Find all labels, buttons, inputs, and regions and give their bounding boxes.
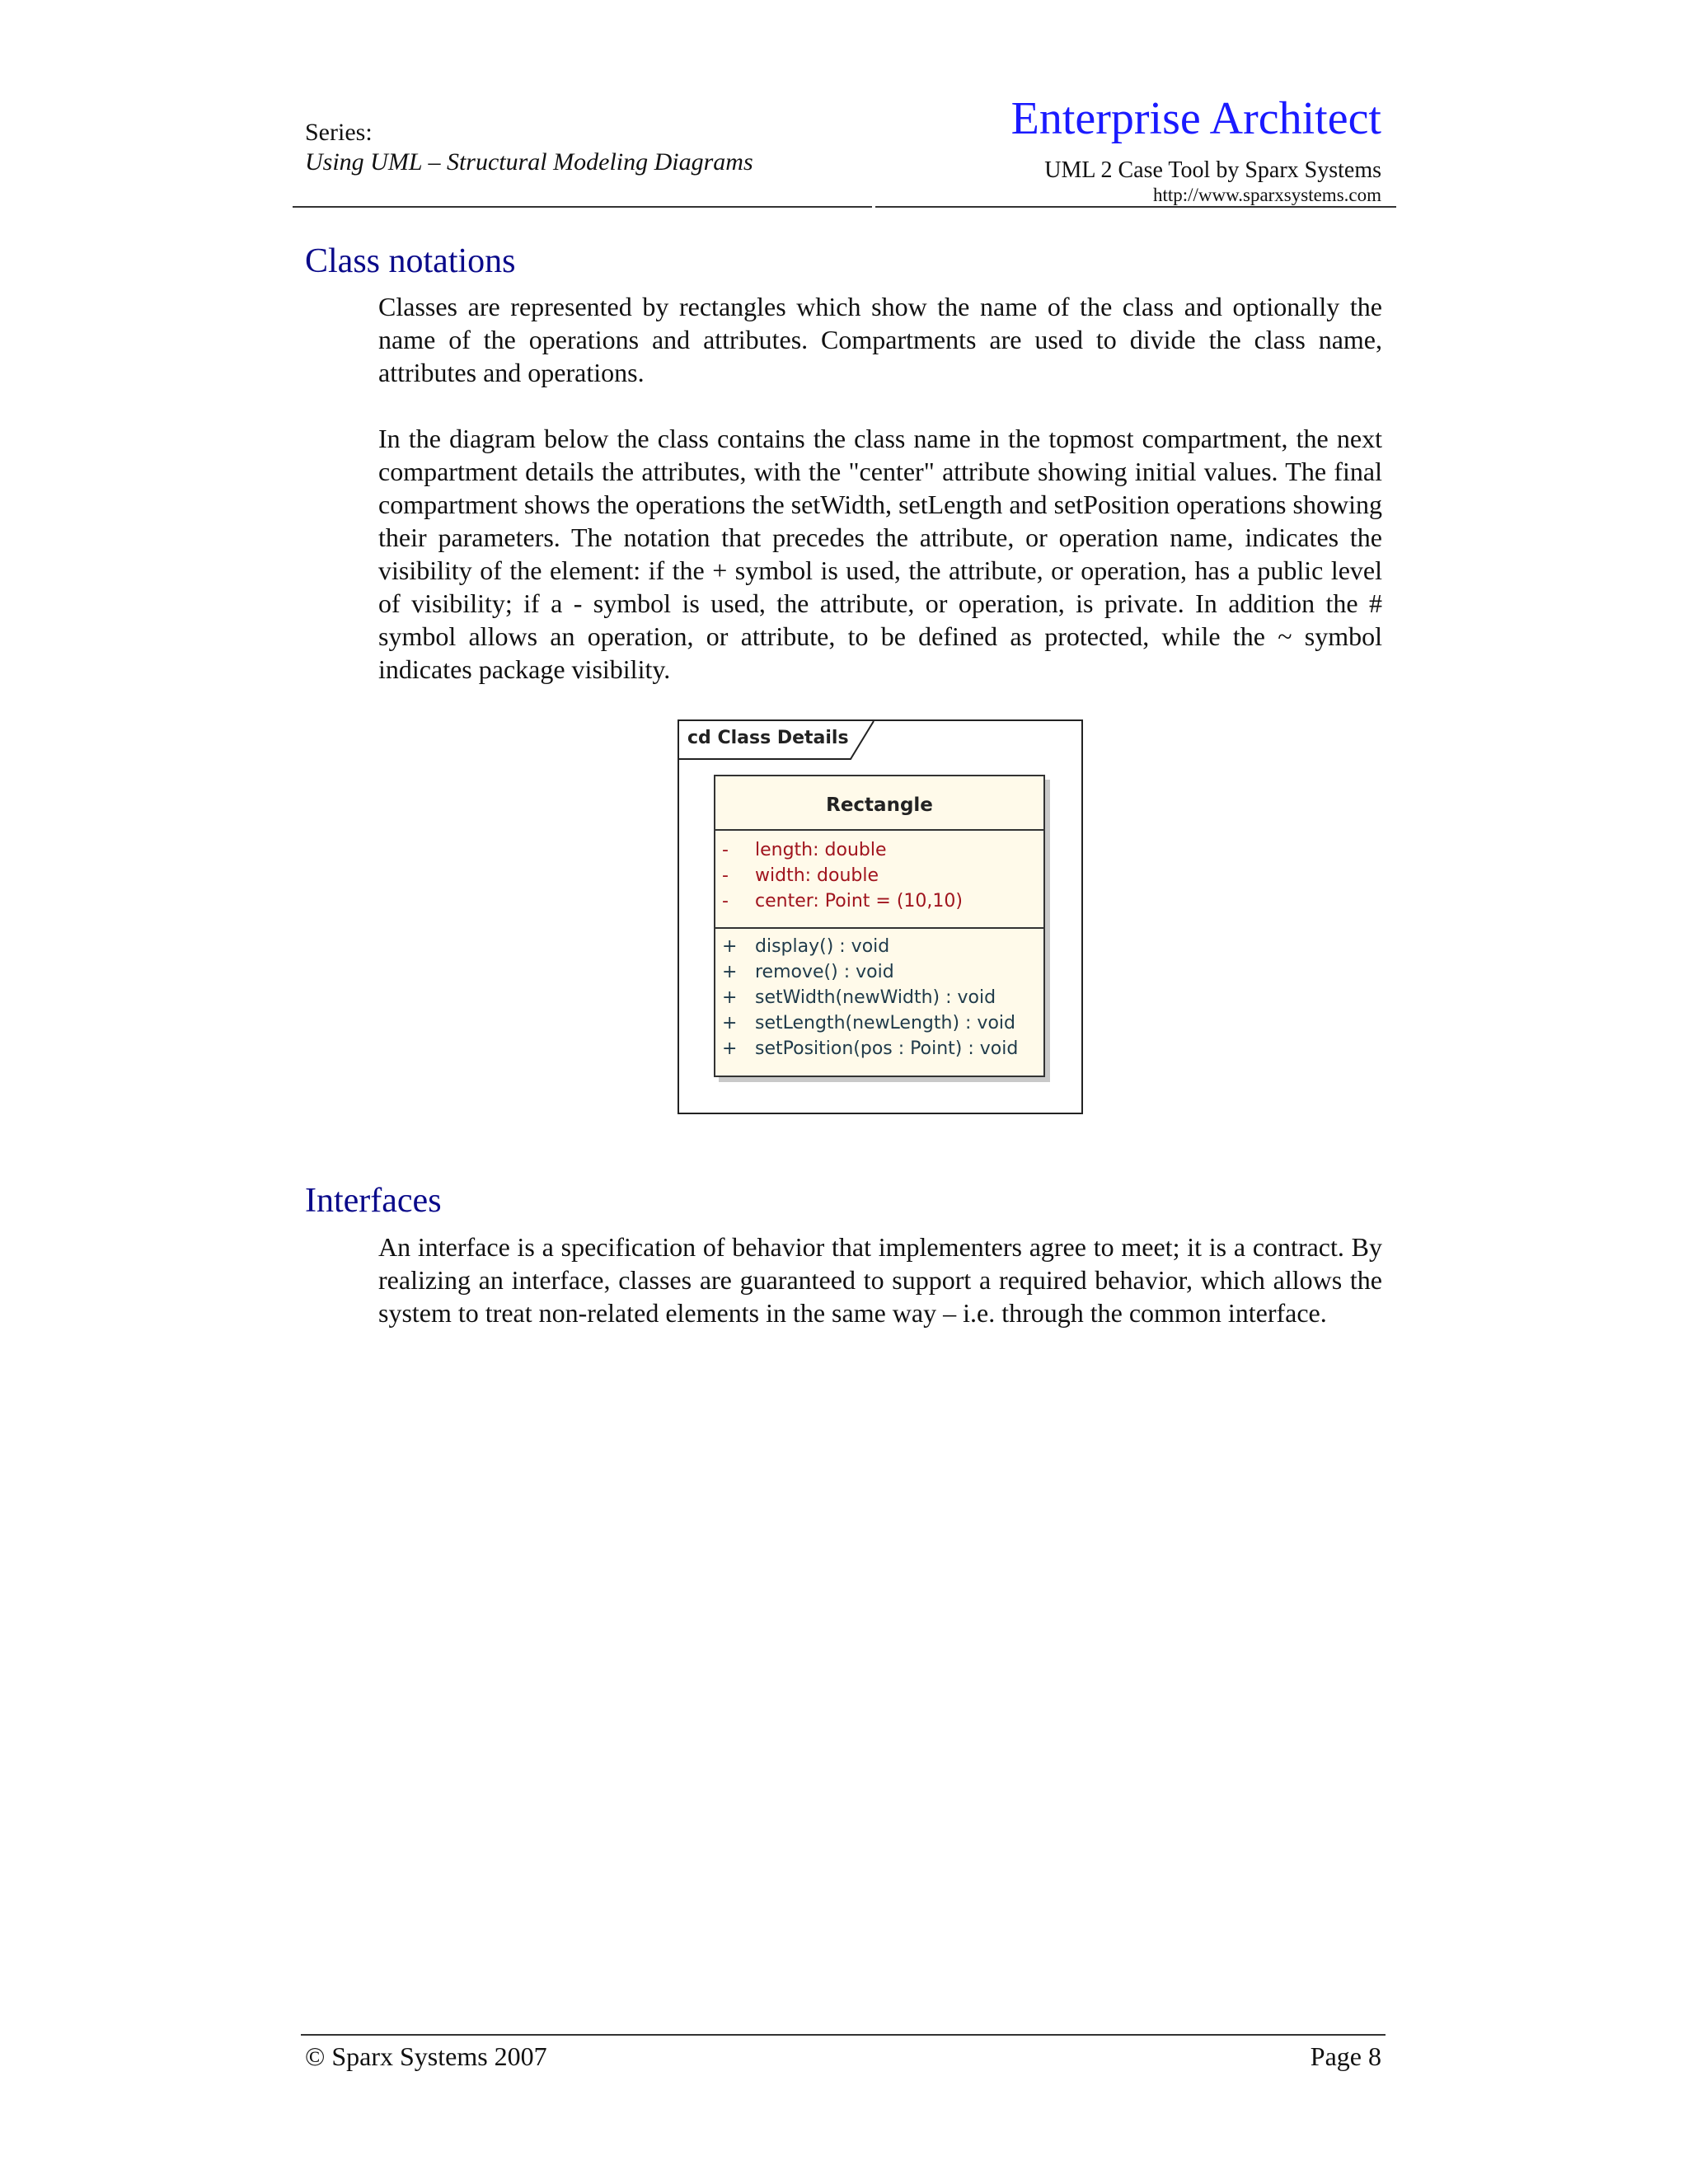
operation-text: display() : void [755, 936, 890, 957]
footer-divider [301, 2034, 1386, 2036]
visibility-symbol: + [722, 987, 738, 1008]
visibility-symbol: - [722, 865, 729, 886]
visibility-symbol: - [722, 840, 729, 860]
operation-row [715, 985, 1043, 1010]
frame-label: cd Class Details [687, 728, 849, 748]
section-heading-class-notations: Class notations [305, 242, 516, 280]
operation-text: setPosition(pos : Point) : void [755, 1038, 1019, 1059]
paragraph: An interface is a specification of behavior that implementers agree to meet; it is a contract. By realizing an interface, classes are guaranteed to support a required behavior, which allows the system to treat non-related elements in the same way – i.e. through the common interface. [378, 1232, 1382, 1328]
operation-row [715, 1036, 1043, 1062]
series-title: Using UML – Structural Modeling Diagrams [305, 148, 753, 176]
attribute-row [715, 837, 1043, 863]
brand-block [1011, 92, 1381, 206]
attributes-compartment [715, 831, 1043, 929]
operation-text: setLength(newLength) : void [755, 1013, 1015, 1033]
series-label: Series: [305, 119, 373, 146]
attribute-row [715, 888, 1043, 914]
attribute-row [715, 863, 1043, 888]
visibility-symbol: + [722, 936, 738, 957]
footer-page-number: Page 8 [1310, 2041, 1381, 2071]
footer-copyright: © Sparx Systems 2007 [305, 2041, 547, 2071]
operation-text: remove() : void [755, 962, 894, 982]
attribute-text: center: Point = (10,10) [755, 891, 963, 912]
paragraph: In the diagram below the class contains the class name in the topmost compartment, the next compartment details the attributes, with the "center" attribute showing initial values. The final compartment shows the operations the setWidth, setLength and setPosition operations showing their parameters. The notation that precedes the attribute, or operation name, indicates the visibility of the element: if the + symbol is used, the attribute, or operation, has a public level of visibility; if a - symbol is used, the attribute, or operation, is private. In addition the # symbol allows an operation, or attribute, to be defined as protected, while the ~ symbol indicates package visibility. [378, 424, 1382, 684]
class-name: Rectangle [715, 776, 1043, 831]
operation-row [715, 959, 1043, 985]
brand-title: Enterprise Architect [1010, 93, 1381, 144]
visibility-symbol: + [722, 962, 738, 982]
operations-compartment [715, 929, 1043, 1062]
visibility-symbol: - [722, 891, 729, 912]
paragraph: Classes are represented by rectangles which show the name of the class and optionally the name of the operations and attributes. Compartments are used to divide the class name, attributes and operations. [378, 292, 1382, 387]
brand-tagline: UML 2 Case Tool by Sparx Systems [1044, 157, 1381, 183]
brand-url: http://www.sparxsystems.com [1152, 185, 1381, 205]
header-divider-right [875, 206, 1396, 208]
attribute-text: length: double [755, 840, 887, 860]
section-heading-interfaces: Interfaces [305, 1182, 442, 1220]
attribute-text: width: double [755, 865, 879, 886]
operation-text: setWidth(newWidth) : void [755, 987, 996, 1008]
series-block [305, 118, 753, 177]
class-box [714, 775, 1045, 1077]
operation-row [715, 1010, 1043, 1036]
header-divider-left [293, 206, 872, 208]
visibility-symbol: + [722, 1038, 738, 1059]
visibility-symbol: + [722, 1013, 738, 1033]
operation-row [715, 934, 1043, 959]
